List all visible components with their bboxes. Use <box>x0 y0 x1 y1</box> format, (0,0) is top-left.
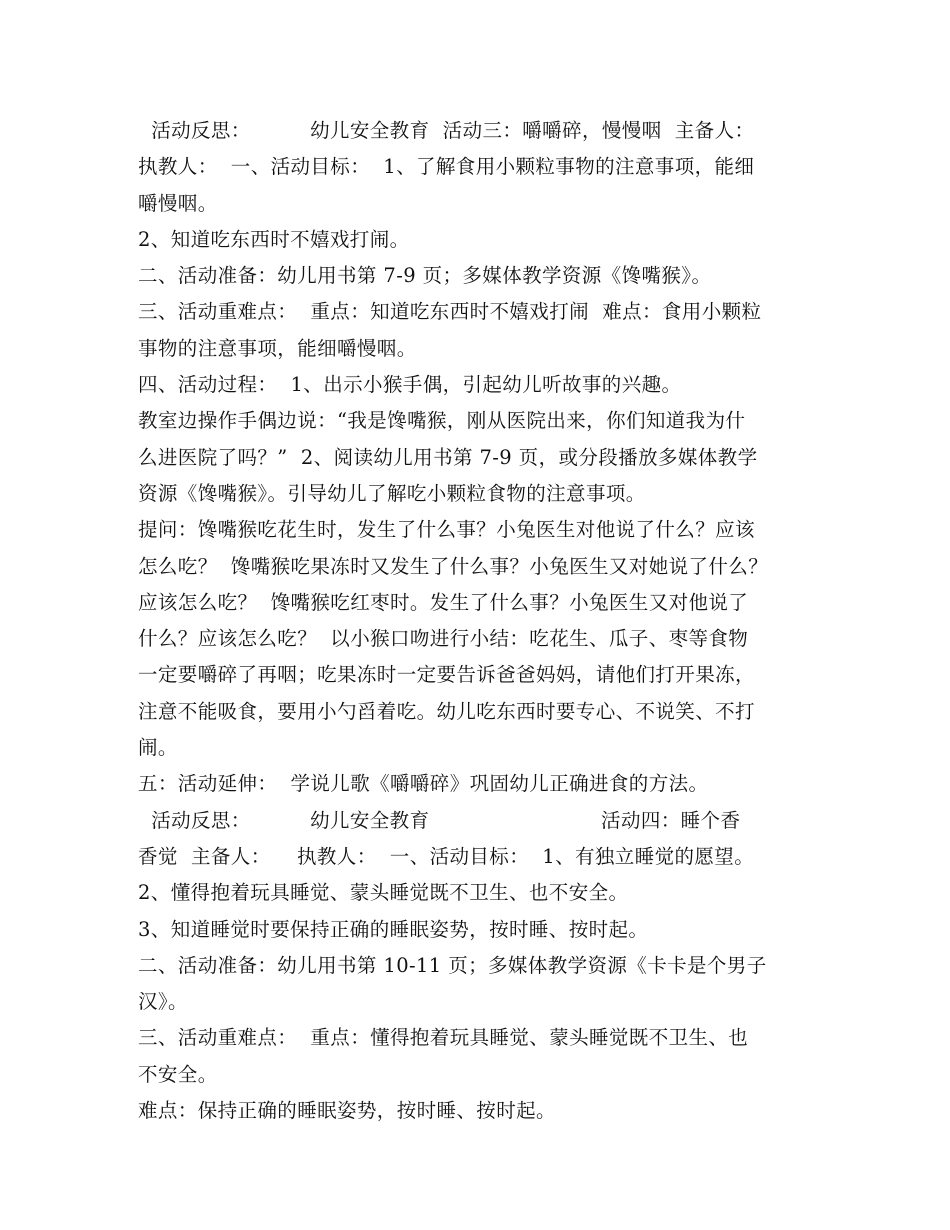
text-line: 教室边操作手偶边说：“我是馋嘴猴，刚从医院出来，你们知道我为什 <box>138 409 746 433</box>
text-line: 执教人： 一、活动目标： 1、了解食用小颗粒事物的注意事项，能细 <box>138 155 755 179</box>
text-line: 香觉 主备人： 执教人： 一、活动目标： 1、有独立睡觉的愿望。 <box>138 844 755 868</box>
text-line: 活动反思： 幼儿安全教育 活动三：嚼嚼碎，慢慢咽 主备人： <box>138 119 755 142</box>
document-body <box>138 113 818 1129</box>
text-line: 嚼慢咽。 <box>138 191 218 215</box>
text-line: 2、知道吃东西时不嬉戏打闹。 <box>138 227 410 251</box>
text-line: 汉》。 <box>138 990 188 1014</box>
text-line: 怎么吃？ 馋嘴猴吃果冻时又发生了什么事？小兔医生又对她说了什么？ <box>138 554 769 578</box>
text-line: 三、活动重难点： 重点：懂得抱着玩具睡觉、蒙头睡觉既不卫生、也 <box>138 1026 749 1050</box>
text-line: 不安全。 <box>138 1062 218 1086</box>
text-line: 四、活动过程： 1、出示小猴手偶，引起幼儿听故事的兴趣。 <box>138 373 682 397</box>
text-line: 闹。 <box>138 736 178 760</box>
text-line: 二、活动准备：幼儿用书第 10-11 页；多媒体教学资源《卡卡是个男子 <box>138 953 767 977</box>
text-line: 应该怎么吃？ 馋嘴猴吃红枣时。发生了什么事？小兔医生又对他说了 <box>138 590 749 614</box>
text-line: 资源《馋嘴猴》。引导幼儿了解吃小颗粒食物的注意事项。 <box>138 481 646 505</box>
text-line: 一定要嚼碎了再咽；吃果冻时一定要告诉爸爸妈妈，请他们打开果冻， <box>138 663 755 687</box>
text-line: 注意不能吸食，要用小勺舀着吃。幼儿吃东西时要专心、不说笑、不打 <box>138 699 755 723</box>
text-line: 么进医院了吗？” 2、阅读幼儿用书第 7-9 页，或分段播放多媒体教学 <box>138 445 758 469</box>
text-line: 活动反思： 幼儿安全教育 活动四：睡个香 <box>138 808 741 832</box>
text-line: 难点：保持正确的睡眠姿势，按时睡、按时起。 <box>138 1099 556 1123</box>
text-line: 三、活动重难点： 重点：知道吃东西时不嬉戏打闹 难点：食用小颗粒 <box>138 300 762 324</box>
text-line: 2、懂得抱着玩具睡觉、蒙头睡觉既不卫生、也不安全。 <box>138 881 629 905</box>
text-line: 提问：馋嘴猴吃花生时，发生了什么事？小兔医生对他说了什么？应该 <box>138 518 755 542</box>
text-line: 二、活动准备：幼儿用书第 7-9 页；多媒体教学资源《馋嘴猴》。 <box>138 264 712 288</box>
text-line: 什么？应该怎么吃？ 以小猴口吻进行小结：吃花生、瓜子、枣等食物 <box>138 627 749 651</box>
text-line: 3、知道睡觉时要保持正确的睡眠姿势，按时睡、按时起。 <box>138 917 649 941</box>
text-line: 五：活动延伸： 学说儿歌《嚼嚼碎》巩固幼儿正确进食的方法。 <box>138 772 709 796</box>
text-line: 事物的注意事项，能细嚼慢咽。 <box>138 336 417 360</box>
